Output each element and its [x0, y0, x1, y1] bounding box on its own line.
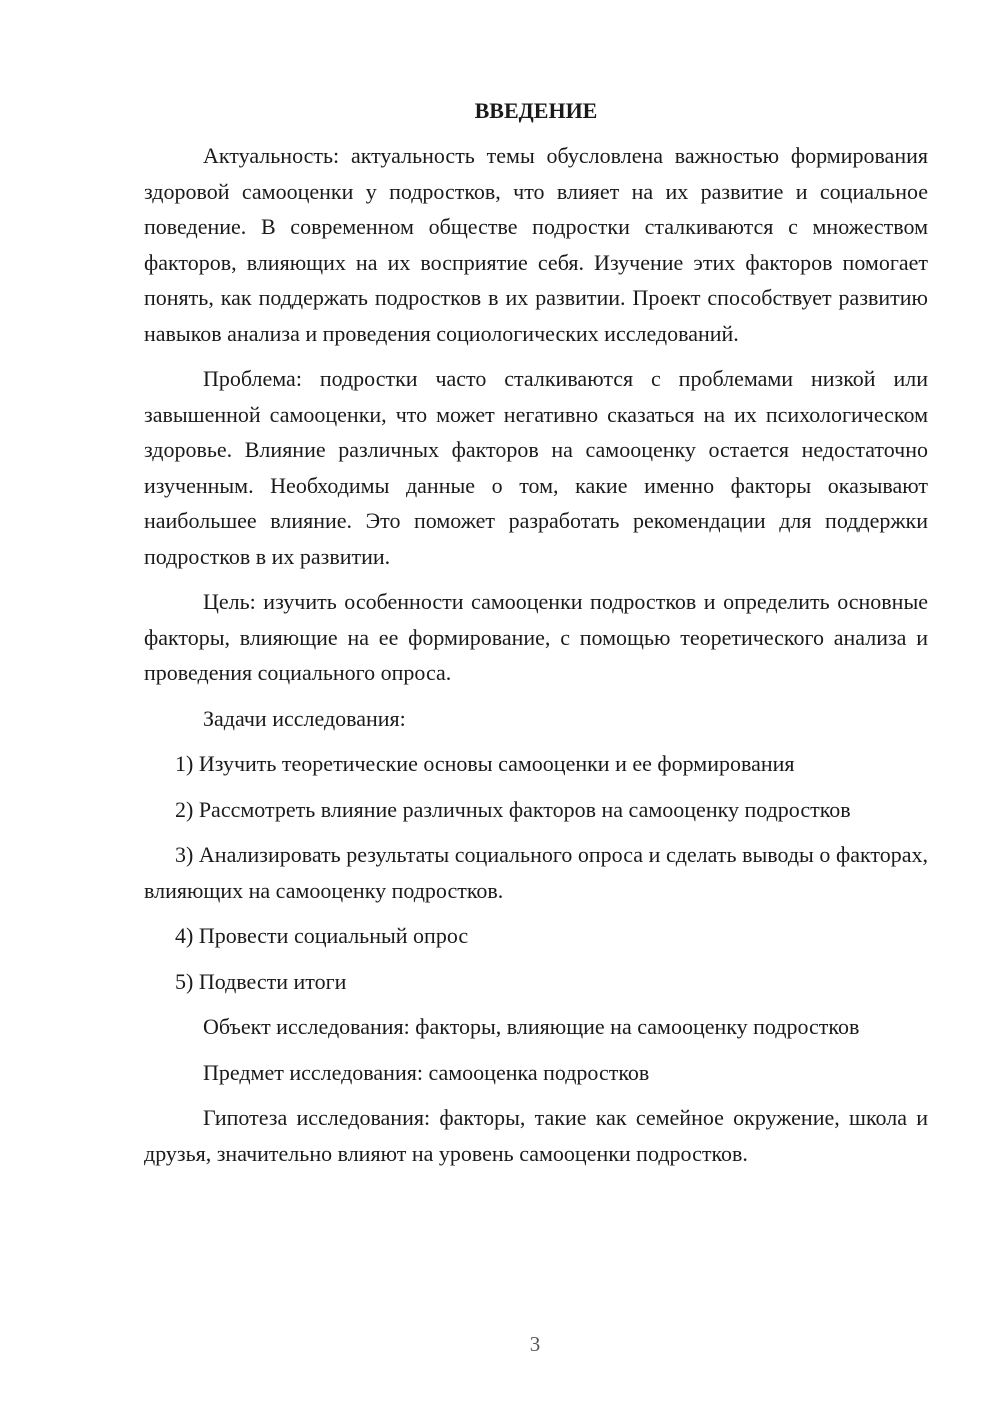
list-item: 3) Анализировать результаты социального опроса и сделать выводы о факторах, влияющих на самооценку подростков.: [144, 842, 928, 903]
paragraph-tasks-heading: Задачи исследования:: [203, 705, 406, 731]
document-title: ВВЕДЕНИЕ: [474, 98, 598, 123]
list-item: 1) Изучить теоретические основы самооценки и ее формирования: [175, 751, 795, 776]
list-item: 2) Рассмотреть влияние различных факторов на самооценку подростков: [175, 796, 851, 822]
paragraph-object: Объект исследования: факторы, влияющие на самооценку подростков: [203, 1014, 860, 1039]
tasks-list: [144, 746, 928, 999]
page-number: 3: [529, 1332, 541, 1356]
paragraph-goal: Цель: изучить особенности самооценки подростков и определить основные факторы, влияющие на ее формирование, с помощью теоретического анализа и проведения социального опроса.: [144, 589, 928, 685]
paragraph-subject: Предмет исследования: самооценка подростков: [203, 1059, 650, 1085]
list-item: 4) Провести социальный опрос: [175, 923, 469, 948]
paragraph-hypothesis: Гипотеза исследования: факторы, такие как семейное окружение, школа и друзья, значительно влияют на уровень самооценки подростков.: [144, 1105, 928, 1166]
list-item: 5) Подвести итоги: [175, 968, 347, 994]
document-body: [144, 93, 928, 1181]
paragraph-problem: Проблема: подростки часто сталкиваются с проблемами низкой или завышенной самооценки, что может негативно сказаться на их психологическом здоровье. Влияние различных факторов на самооценку остается недостаточно изученным. Необходимы данные о том, какие именно факторы оказывают наибольшее влияние. Это поможет разработать рекомендации для поддержки подростков в их развитии.: [144, 366, 928, 569]
paragraph-relevance: Актуальность: актуальность темы обусловлена важностью формирования здоровой самооценки у подростков, что влияет на их развитие и социальное поведение. В современном обществе подростки сталкиваются с множеством факторов, влияющих на их восприятие себя. Изучение этих факторов помогает понять, как поддержать подростков в их развитии. Проект способствует развитию навыков анализа и проведения социологических исследований.: [144, 143, 928, 346]
